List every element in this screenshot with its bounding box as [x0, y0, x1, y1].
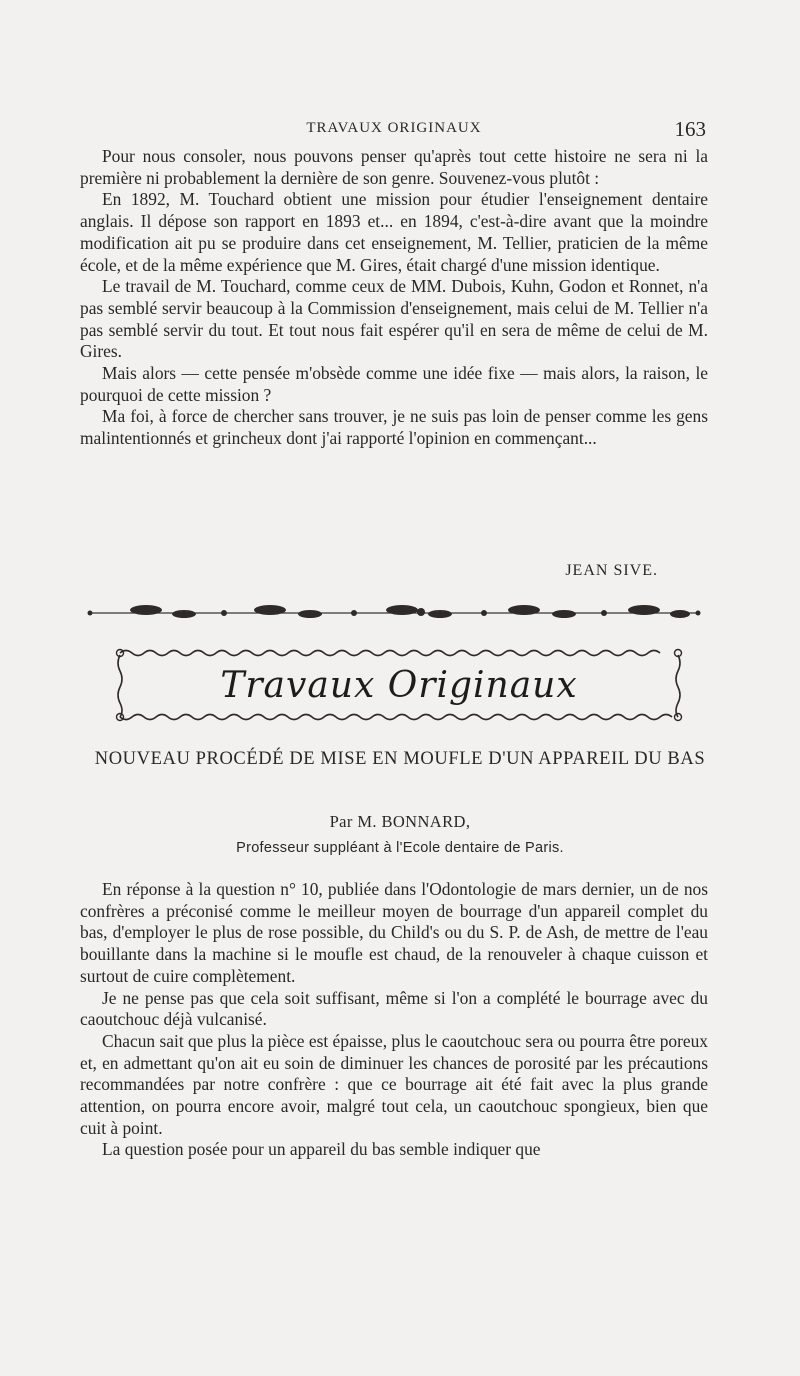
paragraph: Le travail de M. Touchard, comme ceux de MM. Dubois, Kuhn, Godon et Ronnet, n'a pas semblé servir beaucoup à la Commission d'enseignement, mais celui de M. Tellier n'a pas semblé servir du tout. Et tout nous fait espérer qu'il en sera de même de celui de M. Gires.	[80, 276, 708, 362]
paragraph: Pour nous consoler, nous pouvons penser qu'après tout cette histoire ne sera ni la première ni probablement la dernière de son genre. Souvenez-vous plutôt :	[80, 146, 708, 188]
ornamental-divider	[84, 600, 704, 626]
paragraph: Chacun sait que plus la pièce est épaisse, plus le caoutchouc sera ou pourra être poreux et, en admettant qu'on ait eu soin de diminuer les chances de porosité par les précautions recommandées par notre confrère : que ce bourrage ait été fait avec la plus grande attention, on pourra encore avoir, malgré tout cela, un caoutchouc spongieux, bien que cuit à point.	[80, 1030, 708, 1138]
running-head	[80, 117, 708, 143]
paragraph: Mais alors — cette pensée m'obsède comme une idée fixe — mais alors, la raison, le pourquoi de cette mission ?	[80, 363, 708, 405]
section-banner	[112, 645, 686, 725]
paragraph: La question posée pour un appareil du bas semble indiquer que	[102, 1139, 541, 1160]
paragraph: Ma foi, à force de chercher sans trouver, je ne suis pas loin de penser comme les gens malintentionnés et grincheux dont j'ai rapporté l'opinion en commençant...	[80, 406, 708, 449]
paragraph: En réponse à la question n° 10, publiée dans l'Odontologie de mars dernier, un de nos confrères a préconisé comme le meilleur moyen de bourrage d'un appareil complet du bas, d'employer le plus de rose possible, du Child's ou du S. P. de Ash, de mettre de l'eau bouillante dans la machine si le moufle est chaud, de la renouveler à chaque cuisson et surtout de cuire complètement.	[80, 879, 708, 986]
article-text	[80, 879, 708, 1161]
article-title: NOUVEAU PROCÉDÉ DE MISE EN MOUFLE D'UN APPAREIL DU BAS	[94, 749, 706, 769]
author-byline: Par M. BONNARD,	[329, 812, 471, 831]
author-affiliation: Professeur suppléant à l'Ecole dentaire de Paris.	[236, 840, 564, 856]
paragraph: En 1892, M. Touchard obtient une mission pour étudier l'enseignement dentaire anglais. Il dépose son rapport en 1893 et... en 1894, c'est-à-dire avant que la moindre modification ait pu se produire dans cet enseignement, M. Tellier, praticien de la même école, et de la même expérience que M. Gires, était chargé d'une mission identique.	[80, 189, 708, 275]
page-number: 163	[674, 117, 706, 141]
previous-article-text	[80, 146, 708, 450]
running-title: TRAVAUX ORIGINAUX	[306, 120, 482, 136]
paragraph: Je ne pense pas que cela soit suffisant, même si l'on a complété le bourrage avec du caoutchouc déjà vulcanisé.	[80, 987, 708, 1030]
banner-title: Travaux Originaux	[220, 665, 578, 706]
author-signature: JEAN SIVE.	[565, 562, 658, 579]
